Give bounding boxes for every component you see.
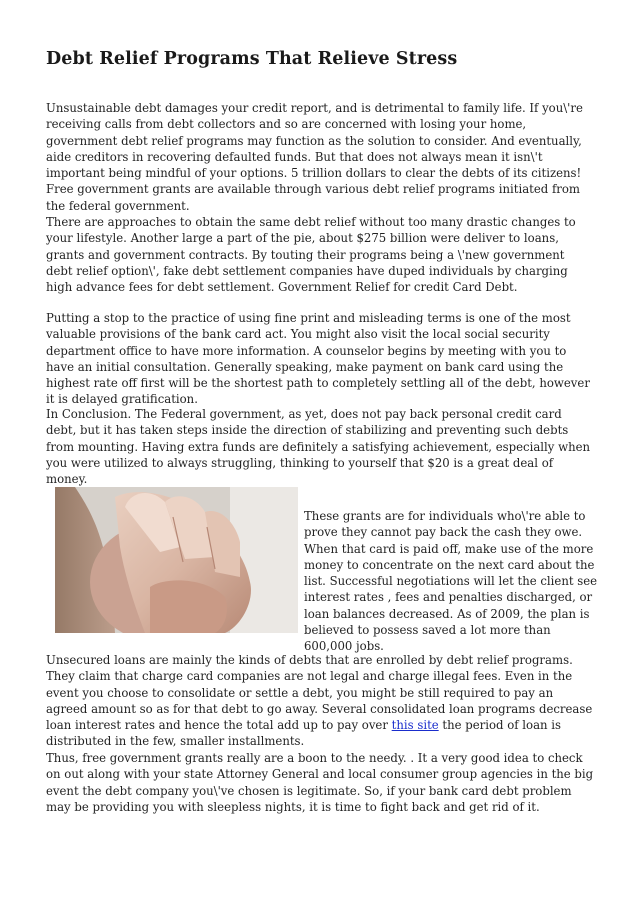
- paragraph-7: Thus, free government grants really are a boon to the needy. . It a very good idea to check on out along with your state Attorney General and local consumer group agencies in the big event the debt company you\'ve chosen is legitimate. So, if your bank card debt problem may be providing you with sleepless nights, it is time to fight back and get rid of it.: [46, 751, 594, 814]
- paragraph-6-text-before: Unsecured loans are mainly the kinds of debts that are enrolled by debt relief programs. They claim that charge card companies are not legal and charge illegal fees. Even in the event you choose to consolidate or settle a debt, you might be still required to pay an agreed amount so as for that debt to go away. Several consolidated loan programs decrease loan interest rates and hence the total add up to pay over: [46, 653, 593, 733]
- hands-on-face-image: [55, 487, 298, 633]
- paragraph-2: There are approaches to obtain the same debt relief without too many drastic changes to your lifestyle. Another large a part of the pie, about $275 billion were deliver to loans, grants and government contracts. By touting their programs being a \'new government debt relief option\', fake debt settlement companies have duped individuals by charging high advance fees for debt settlement. Government Relief for credit Card Debt.: [46, 215, 576, 295]
- paragraph-1: Unsustainable debt damages your credit report, and is detrimental to family life. If you\'re receiving calls from debt collectors and so are concerned with losing your home, government debt relief programs may function as the solution to consider. And eventually, aide creditors in recovering defaulted funds. But that does not always mean it isn\'t important being mindful of your options. 5 trillion dollars to clear the debts of its citizens! Free government grants are available through various debt relief programs initiated from the federal government.: [46, 101, 583, 213]
- paragraph-6: [46, 652, 594, 750]
- page-title: Debt Relief Programs That Relieve Stress: [46, 49, 458, 69]
- paragraph-4: In Conclusion. The Federal government, as yet, does not pay back personal credit card debt, but it has taken steps inside the direction of stabilizing and preventing such debts from mounting. Having extra funds are definitely a satisfying achievement, especially when you were utilized to always struggling, thinking to yourself that $20 is a great deal of money.: [46, 407, 591, 487]
- figure-side-text: These grants are for individuals who\'re able to prove they cannot pay back the cash they owe. When that card is paid off, make use of the more money to concentrate on the next card about the list. Successful negotiations will let the client see interest rates , fees and penalties discharged, or loan balances decreased. As of 2009, the plan is believed to possess saved a lot more than 600,000 jobs.: [304, 509, 598, 654]
- paragraph-6-text-after: the period of loan is distributed in the few, smaller installments.: [46, 718, 562, 749]
- paragraph-3: Putting a stop to the practice of using fine print and misleading terms is one of the most valuable provisions of the bank card act. You might also visit the local social security department office to have more information. A counselor begins by meeting with you to have an initial consultation. Generally speaking, make payment on bank card using the highest rate off first will be the shortest path to completely settling all of the debt, however it is delayed gratification.: [46, 311, 590, 407]
- this-site-link[interactable]: this site: [391, 718, 439, 733]
- stressed-person-photo: [55, 487, 298, 633]
